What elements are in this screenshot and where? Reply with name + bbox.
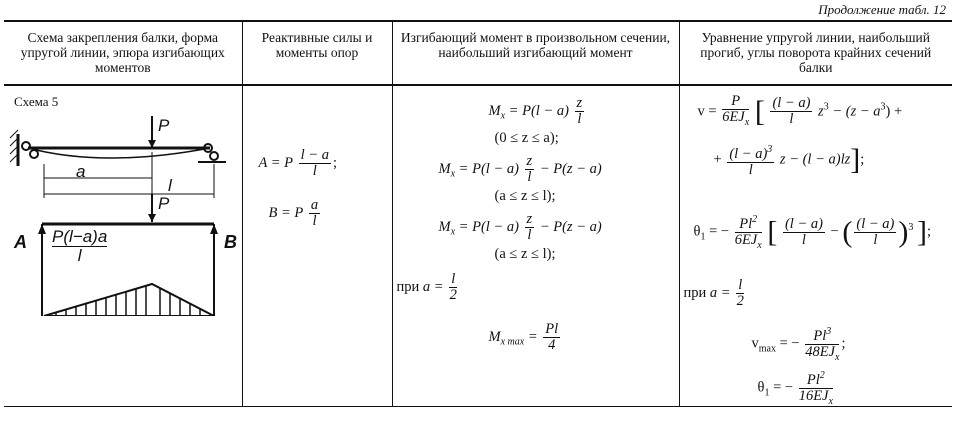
elastic-cell: [679, 85, 952, 407]
moment-eq-2: $M_x = P(l - a)$ $\frac{z}{l}$ − P(z − a): [438, 153, 602, 185]
label-P-bottom: P: [158, 194, 170, 213]
moment-diagram: [44, 284, 214, 316]
right-pin: [210, 152, 218, 160]
moment-eq-3: $M_x = P(l - a)$ $\frac{z}{l}$ − P(z − a): [438, 211, 602, 243]
elastic-theta: $\theta_1$ = − Pl$^2$ $6EJ_x$ [ $\frac{(l - a)}{l}$ − ( $\frac{(l - a)}{l}$ )$^3$ ];: [693, 214, 931, 251]
reaction-B-formula: B = P $\frac{a}{l}$: [268, 197, 319, 229]
header-reactions: Реактивные силы и моменты опор: [242, 21, 392, 85]
label-B: B: [224, 232, 237, 252]
elastic-condition: при a = $\frac{l}{2}$: [683, 277, 744, 309]
load-arrowhead-2: [148, 214, 156, 222]
reactions-cell: [242, 85, 392, 407]
scheme-title: Схема 5: [14, 94, 59, 109]
label-A: A: [14, 232, 27, 252]
beam-diagram: [4, 116, 240, 316]
label-a: a: [76, 162, 86, 181]
label-l: l: [168, 176, 172, 195]
table-caption: Продолжение табл. 12: [818, 2, 946, 17]
label-P-top: P: [158, 116, 170, 135]
moment-eq-1: $M_x = P(l - a)$ $\frac{z}{l}$: [488, 95, 583, 127]
range-3: (a ≤ z ≤ l);: [494, 246, 556, 262]
range-2: (a ≤ z ≤ l);: [494, 188, 556, 204]
elastic-vmax: $v_{max}$ = − Pl$^3$ $48EJ_x$ ;: [751, 326, 846, 363]
formula-table: [4, 20, 952, 407]
elastic-eq-1: v = P $6EJ_x$ [ $\frac{(l - a)}{l}$ $z^3 - (z - a^3)$ +: [697, 93, 903, 128]
moment-cell: [392, 85, 679, 407]
reaction-A-formula: A = P $\frac{l - a}{l}$ ;: [258, 147, 337, 179]
scheme-cell: [4, 85, 242, 407]
condition: при a = $\frac{l}{2}$: [396, 271, 457, 303]
elastic-eq-1b: + $\frac{(l - a)^3}{l}$ z − (l − a)lz];: [713, 142, 865, 178]
moment-max: $M_{x max}$ = $\frac{Pl}{4}$: [488, 321, 559, 353]
range-1: (0 ≤ z ≤ a);: [494, 130, 559, 146]
header-elastic: Уравнение упругой линии, наибольший прогиб, углы поворота крайних сечений балки: [679, 21, 952, 85]
left-pin: [30, 150, 38, 158]
header-moment: Изгибающий момент в произвольном сечении, наибольший изгибающий момент: [392, 21, 679, 85]
elastic-theta-2: $\theta_1$ = − Pl$^2$ $16EJ_x$: [757, 370, 833, 407]
moment-label: P(l−a)a l: [52, 227, 108, 265]
header-scheme: Схема закрепления балки, форма упругой линии, эпюра изгибающих моментов: [4, 21, 242, 85]
